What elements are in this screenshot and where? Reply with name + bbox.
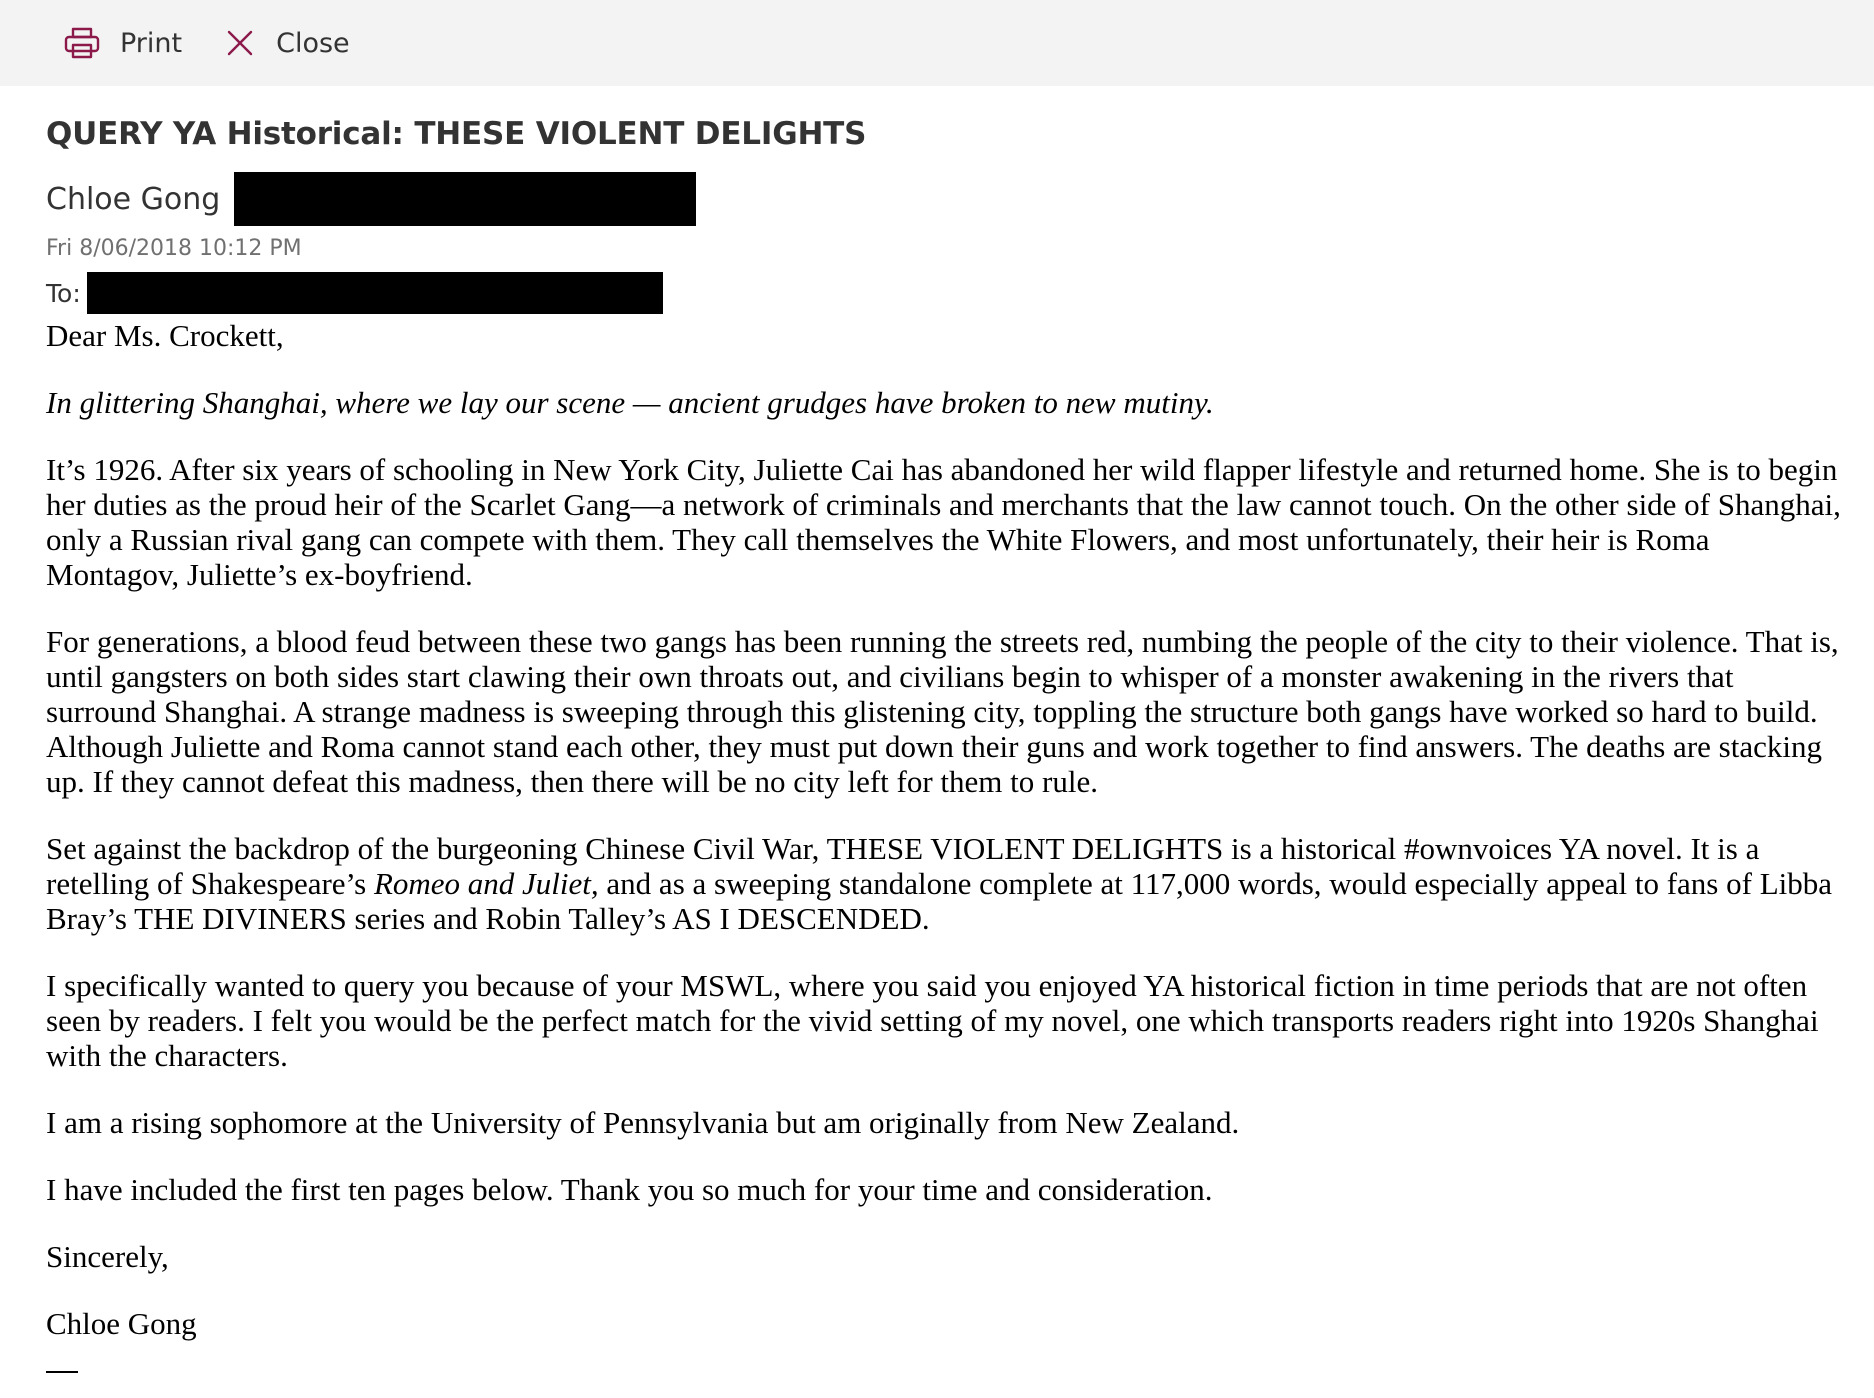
closing: Sincerely, bbox=[46, 1239, 169, 1274]
paragraph-4: I specifically wanted to query you because of your MSWL, where you said you enjoyed YA historical fiction in time periods that are not often seen by readers. I felt you would be the perfect match for the vivid setting of my novel, one which transports readers right into 1920s Shanghai with the characters. bbox=[46, 968, 1819, 1073]
signature: Chloe Gong bbox=[46, 1306, 197, 1341]
redacted-recipient-address bbox=[87, 272, 663, 314]
sender-name: Chloe Gong bbox=[46, 181, 221, 217]
print-button[interactable] bbox=[64, 27, 182, 59]
toolbar bbox=[0, 0, 1874, 86]
recipient-row bbox=[46, 272, 1846, 314]
paragraph-6: I have included the first ten pages below. Thank you so much for your time and consideration. bbox=[46, 1172, 1213, 1207]
greeting: Dear Ms. Crockett, bbox=[46, 318, 284, 353]
paragraph-1: It’s 1926. After six years of schooling in New York City, Juliette Cai has abandoned her wild flapper lifestyle and returned home. She is to begin her duties as the proud heir of the Scarlet Gang—a network of criminals and merchants that the law cannot touch. On the other side of Shanghai, only a Russian rival gang can compete with them. They call themselves the White Flowers, and most unfortunately, their heir is Roma Montagov, Juliette’s ex-boyfriend. bbox=[46, 452, 1841, 592]
printer-icon bbox=[64, 27, 120, 59]
email-subject: QUERY YA Historical: THESE VIOLENT DELIGHTS bbox=[46, 116, 867, 152]
paragraph-3-part-a: Set against the backdrop of the burgeoning Chinese Civil War, THESE VIOLENT DELIGHTS is a historical #ownvoices YA novel. It is a retelling of Shakespeare’s bbox=[46, 831, 1760, 901]
close-icon bbox=[226, 29, 276, 57]
paragraph-3-part-b: and as a sweeping standalone complete at 117,000 words, would especially appeal to fans of Libba Bray’s THE DIVINERS series and Robin Talley’s AS I DESCENDED. bbox=[46, 866, 1832, 936]
redacted-sender-address bbox=[234, 172, 696, 226]
tagline bbox=[46, 385, 1846, 420]
print-label: Print bbox=[120, 27, 183, 59]
paragraph-3 bbox=[46, 831, 1846, 936]
email-view bbox=[46, 86, 1846, 1373]
tagline-text: In glittering Shanghai, where we lay our scene — ancient grudges have broken to new mutiny. bbox=[46, 385, 1214, 420]
sender-row bbox=[46, 172, 1846, 226]
signature-divider bbox=[46, 1371, 78, 1373]
email-date: Fri 8/06/2018 10:12 PM bbox=[46, 236, 302, 261]
paragraph-3-title: Romeo and Juliet, bbox=[373, 866, 599, 901]
paragraph-2: For generations, a blood feud between these two gangs has been running the streets red, numbing the people of the city to their violence. That is, until gangsters on both sides start clawing their own throats out, and civilians begin to whisper of a monster awakening in the rivers that surround Shanghai. A strange madness is sweeping through this glistening city, toppling the structure both gangs have worked so hard to build. Although Juliette and Roma cannot stand each other, they must put down their guns and work together to find answers. The deaths are stacking up. If they cannot defeat this madness, then there will be no city left for them to rule. bbox=[46, 624, 1839, 799]
email-body bbox=[46, 318, 1846, 1373]
paragraph-5: I am a rising sophomore at the University of Pennsylvania but am originally from New Zealand. bbox=[46, 1105, 1240, 1140]
close-button[interactable] bbox=[226, 28, 350, 59]
to-label: To: bbox=[46, 278, 81, 308]
close-label: Close bbox=[276, 27, 350, 59]
